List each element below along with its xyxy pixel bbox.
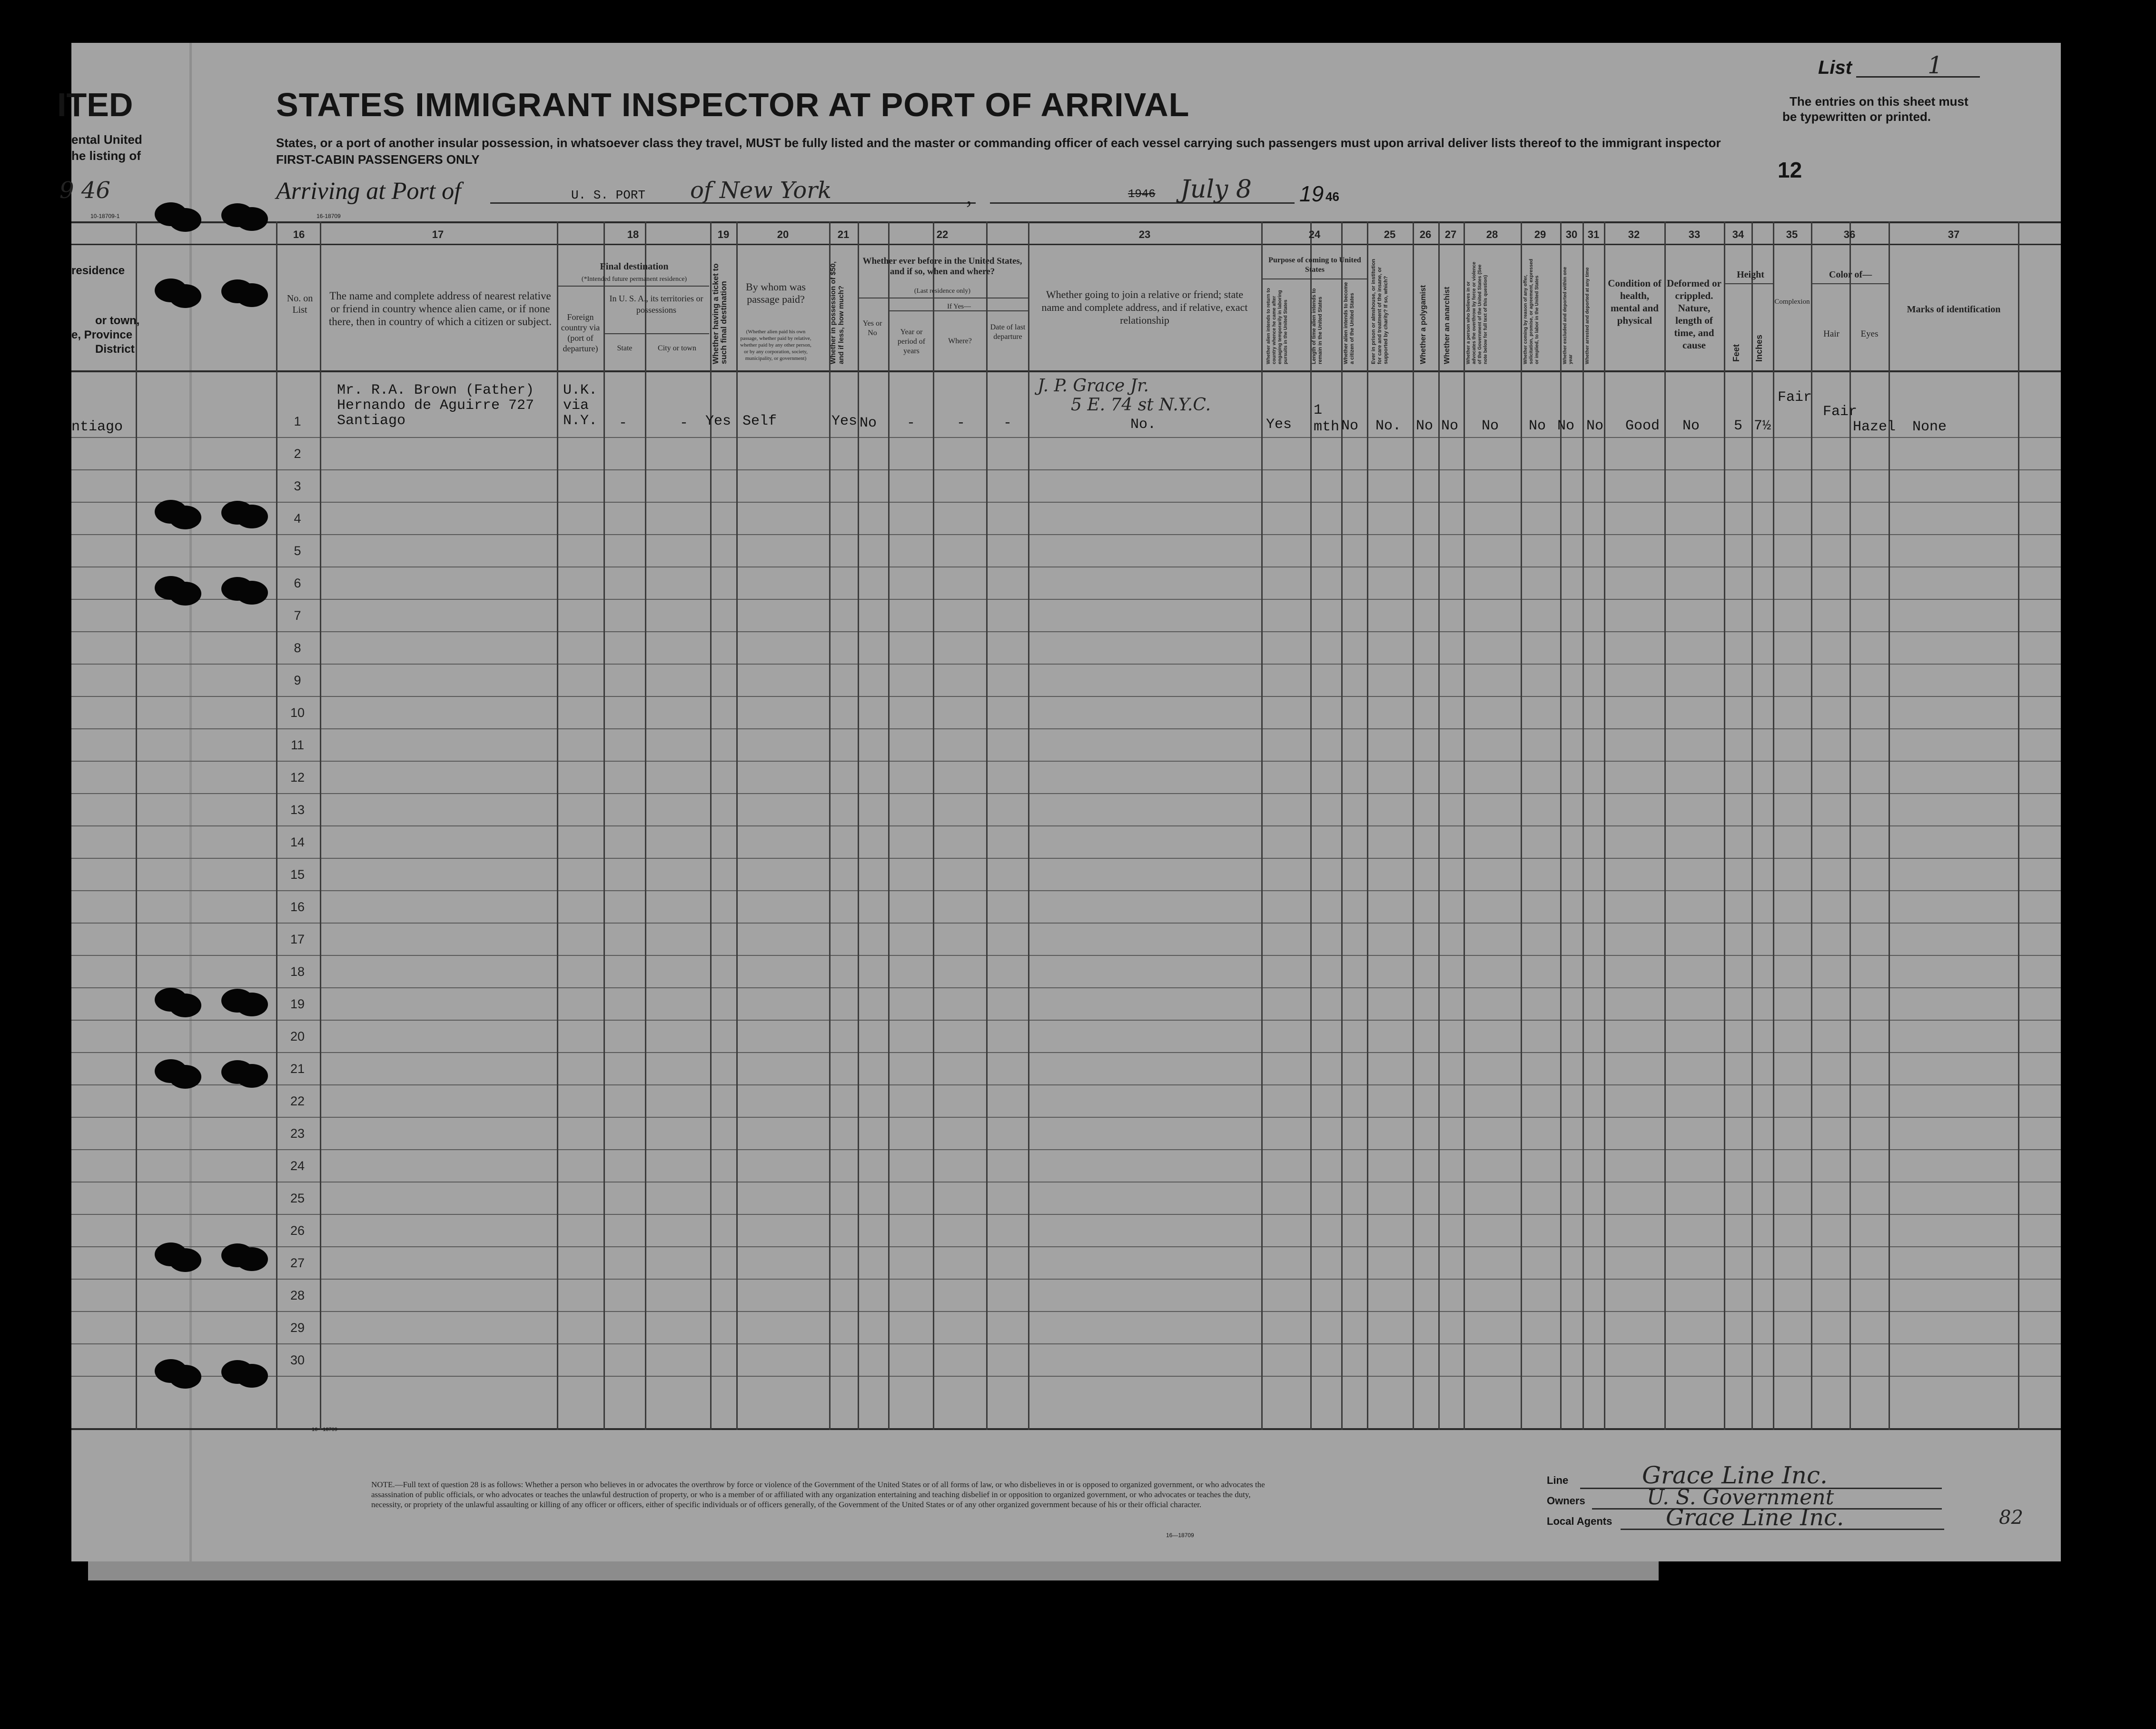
punch-hole (236, 505, 268, 528)
column-number: 30 (1565, 229, 1578, 240)
header-c29: Whether coming by reason of any offer, solicitation, promise, or agreement, expressed or implied, to labor in the United States (1523, 258, 1540, 364)
row-rule (71, 890, 2061, 891)
citizen-value: No (1341, 418, 1359, 434)
instructions-line-2: be typewritten or printed. (1782, 109, 1931, 124)
header-c36-hair: Hair (1823, 329, 1840, 339)
header-c28: Whether a person who believes in or advocates the overthrow by force or violence of the Government of the United States (See note below for full text of this question) (1466, 261, 1488, 364)
money-value: Yes (831, 413, 858, 429)
row-number: 7 (294, 608, 301, 623)
town-label-1: or town, (95, 314, 140, 327)
punch-hole (169, 1248, 201, 1272)
header-c37: Marks of identification (1907, 304, 2001, 315)
header-c36-title: Color of— (1829, 269, 1872, 280)
title-fragment-left: ITED (57, 86, 133, 123)
row-number: 16 (290, 900, 305, 914)
column-number: 20 (777, 229, 789, 240)
header-c18-city: City or town (658, 344, 696, 352)
column-divider (736, 221, 738, 1430)
left-year-fragment: 9 46 (59, 177, 110, 204)
column-number: 27 (1444, 229, 1457, 240)
row-rule (71, 631, 2061, 632)
header-c33: Deformed or crippled. Nature, length of time, and cause (1667, 278, 1721, 351)
column-divider (1438, 221, 1440, 1430)
column-divider (1261, 221, 1263, 1430)
column-divider (645, 221, 646, 1430)
column-divider (1341, 221, 1343, 1430)
header-c24-a: Whether alien intends to return to country whence he came after engaging temporarily in laboring pursuits in the United States (1266, 288, 1288, 364)
row-rule (71, 599, 2061, 600)
year-prefix: 19 (1299, 181, 1324, 206)
row-rule (71, 728, 2061, 729)
footnote: NOTE.—Full text of question 28 is as follows: Whether a person who believes in or advocates the overthrow by force or violence of the Government of the United States or of all forms of law, or who disbelieves in or is opposed to organized government, or who advocates the assassination of public officials, or who advocates or teaches the unlawful destruction of property, or who is a member of or affiliated with any organization entertaining and teaching disbelief in or opposition to organized government, or who advocates or teaches the duty, necessity, or propriety of the unlawful assaulting or killing of any officer or officers, either of specific individuals or of officers generally, of the Government of the United States or of any other organized government because of his or their official character. (371, 1480, 1265, 1509)
column-number: 29 (1534, 229, 1546, 240)
row-rule (71, 1149, 2061, 1150)
complexion-value: Fair (1778, 389, 1812, 406)
column-number: 37 (1948, 229, 1960, 240)
arrested-value: No (1586, 418, 1604, 434)
town-label-3: District (95, 343, 135, 356)
health-value: Good (1625, 418, 1660, 434)
port-typed: U. S. PORT (571, 188, 646, 202)
row-number: 10 (290, 706, 305, 720)
column-divider (1604, 221, 1605, 1430)
column-number: 23 (1138, 229, 1151, 240)
punch-hole (169, 994, 201, 1017)
residence-label: residence (71, 264, 125, 277)
joining-handwritten-2: 5 E. 74 st N.Y.C. (1071, 395, 1211, 415)
agents-value: Grace Line Inc. (1666, 1504, 1844, 1531)
punch-hole (236, 207, 268, 231)
left-row1-residence: ntiago (71, 419, 123, 435)
relative-line-1: Mr. R.A. Brown (Father) (337, 382, 534, 398)
column-number: 31 (1587, 229, 1600, 240)
year-suffix: 46 (1325, 189, 1339, 204)
length-number: 1 (1314, 402, 1323, 418)
left-margin-line-1: ental United (71, 132, 142, 147)
header-c31: Whether arrested and deported at any time (1585, 267, 1590, 364)
ticket-value: Yes (705, 413, 732, 429)
row-rule (71, 923, 2061, 924)
row-number: 5 (294, 544, 301, 558)
row-rule (71, 1052, 2061, 1053)
list-label: List (1818, 57, 1852, 78)
header-c20-sub: (Whether alien paid his own passage, whether paid by relative, whether paid by any other person, or by any corporation, society, municipality, or government) (740, 329, 811, 361)
where-value: - (957, 415, 966, 431)
header-c34-inches: Inches (1754, 334, 1764, 362)
column-number: 36 (1843, 229, 1856, 240)
punch-hole (236, 581, 268, 605)
inches-value: 7½ (1754, 418, 1771, 434)
column-divider (136, 221, 137, 1430)
column-divider (2018, 221, 2019, 1430)
joining-handwritten-1: J. P. Grace Jr. (1038, 376, 1149, 396)
header-c34-feet: Feet (1731, 344, 1741, 362)
row-rule (71, 437, 2061, 438)
row-number: 29 (290, 1321, 305, 1335)
header-c35: Complexion (1774, 298, 1810, 306)
punch-hole (169, 582, 201, 606)
column-divider (1664, 221, 1666, 1430)
labor-offer-value: No (1529, 418, 1546, 434)
row-number: 1 (294, 414, 301, 428)
row-number: 19 (290, 997, 305, 1011)
punch-hole (169, 1365, 201, 1389)
column-divider (1367, 221, 1368, 1430)
column-number: 21 (837, 229, 850, 240)
column-number: 33 (1688, 229, 1701, 240)
row-rule (71, 534, 2061, 535)
hair-value: Fair (1823, 404, 1858, 420)
instructions-line-1: The entries on this sheet must (1790, 94, 1968, 109)
row-number: 22 (290, 1094, 305, 1108)
row-rule (71, 1214, 2061, 1215)
column-number: 26 (1419, 229, 1432, 240)
column-divider (1521, 221, 1522, 1430)
subtitle-line-2: FIRST-CABIN PASSENGERS ONLY (276, 152, 480, 167)
sheet-number: 12 (1778, 158, 1802, 182)
deformed-value: No (1682, 418, 1700, 434)
joining-typed: No. (1130, 417, 1157, 433)
header-c24-c: Whether alien intends to become a citizen of the United States (1343, 282, 1355, 364)
header-c32: Condition of health, mental and physical (1608, 278, 1662, 326)
date-handwritten: July 8 (1180, 175, 1252, 204)
column-number: 35 (1786, 229, 1798, 240)
header-bottom-rule (71, 370, 2061, 372)
row-number: 2 (294, 447, 301, 461)
left-margin-line-2: he listing of (71, 149, 141, 163)
column-divider (1724, 221, 1725, 1430)
row-number: 23 (290, 1126, 305, 1141)
column-divider (1560, 221, 1562, 1430)
row-number: 24 (290, 1159, 305, 1173)
arriving-label: Arriving at Port of (276, 178, 461, 205)
feet-value: 5 (1734, 418, 1743, 434)
row-number: 17 (290, 932, 305, 946)
row-rule (71, 566, 2061, 567)
row-number: 20 (290, 1029, 305, 1043)
column-divider (1751, 221, 1753, 1430)
foreign-line-1: U.K. (563, 382, 598, 398)
row-number: 25 (290, 1191, 305, 1205)
row-rule (71, 825, 2061, 826)
subtitle-line-1: States, or a port of another insular possession, in whatsoever class they travel, MUST be fully listed and the master or commanding officer of each vessel carrying such passengers must upon arrival deliver lists thereof to the immigrant inspector (276, 136, 1721, 150)
column-divider (710, 221, 712, 1430)
polygamist-value: No (1416, 418, 1434, 434)
row-number: 11 (290, 738, 305, 752)
page-title: STATES IMMIGRANT INSPECTOR AT PORT OF ARRIVAL (276, 86, 1190, 123)
column-divider (276, 221, 277, 1430)
punch-hole (169, 506, 201, 529)
prison-value: No. (1375, 418, 1402, 434)
header-c25: Ever in prison or almshouse, or institution for care and treatment of the insane, or supported by charity? If so, which? (1371, 258, 1389, 364)
header-c18-foreign: Foreign country via (port of departure) (561, 312, 600, 353)
column-divider (1413, 221, 1414, 1430)
row-rule (71, 1311, 2061, 1312)
paid-by-value: Self (742, 413, 777, 429)
header-c24-title: Purpose of coming to United States (1268, 256, 1361, 274)
column-divider (986, 221, 988, 1430)
relative-line-2: Hernando de Aguirre 727 (337, 397, 534, 414)
row-rule (71, 1376, 2061, 1377)
header-c34-title: Height (1737, 269, 1764, 280)
list-number: 1 (1928, 51, 1943, 79)
c18-usa-rule (603, 333, 709, 334)
column-number: 18 (627, 229, 639, 240)
column-number: 19 (717, 229, 730, 240)
column-number: 17 (432, 229, 444, 240)
comma: , (966, 184, 972, 209)
punch-hole (169, 1065, 201, 1089)
date-last-value: - (1003, 415, 1012, 431)
row-number: 15 (290, 867, 305, 882)
header-c22-title: Whether ever before in the United States, and if so, when and where? (862, 256, 1022, 277)
column-divider (603, 221, 605, 1430)
c18-sub-rule (557, 286, 709, 287)
town-label-2: e, Province (71, 328, 133, 341)
column-number: 28 (1486, 229, 1498, 240)
marks-value: None (1912, 419, 1947, 435)
punch-hole (236, 1064, 268, 1088)
c36-sub-rule (1811, 283, 1889, 284)
header-c22-yesno: Yes or No (862, 319, 882, 337)
column-divider (933, 221, 934, 1430)
column-divider (888, 221, 890, 1430)
header-c19: Whether having a ticket to such final destination (711, 263, 728, 364)
form-code-left: 10-18709-1 (90, 213, 120, 219)
column-number: 32 (1628, 229, 1640, 240)
row-number: 18 (290, 964, 305, 979)
column-divider (1464, 221, 1465, 1430)
column-divider (557, 221, 558, 1430)
row-rule (71, 1279, 2061, 1280)
row-rule (71, 955, 2061, 956)
foreign-line-3: N.Y. (563, 413, 598, 429)
ever-before-value: No (860, 415, 877, 431)
row-number: 30 (290, 1353, 305, 1367)
row-rule (71, 1246, 2061, 1247)
overthrow-value: No (1482, 418, 1499, 434)
row-number: 26 (290, 1223, 305, 1238)
line-label: Line (1547, 1474, 1569, 1486)
column-divider (1310, 221, 1312, 1430)
return-value: Yes (1266, 417, 1292, 433)
header-c22-sub: (Last residence only) (914, 288, 971, 295)
header-c26: Whether a polygamist (1419, 285, 1427, 364)
eyes-value: Hazel (1853, 419, 1896, 435)
colnum-rule (71, 244, 2061, 245)
owners-value: U. S. Government (1647, 1485, 1834, 1510)
header-c36-eyes: Eyes (1860, 329, 1879, 339)
owners-label: Owners (1547, 1495, 1585, 1507)
form-code-small: 16-18709 (316, 213, 341, 219)
row-rule (71, 1084, 2061, 1085)
row-number: 3 (294, 479, 301, 493)
date-struck: 1946 (1128, 188, 1156, 201)
year-period-value: - (907, 415, 916, 431)
row-rule (71, 987, 2061, 988)
column-divider (320, 221, 321, 1430)
column-number: 22 (936, 229, 949, 240)
punch-hole (169, 208, 201, 232)
header-c18-title: Final destination (600, 261, 669, 272)
column-divider (1773, 221, 1774, 1430)
state-value: - (619, 415, 628, 431)
header-c17: The name and complete address of nearest relative or friend in country whence alien came, or if none there, then in country of which a citizen or subject. (328, 290, 552, 328)
excluded-value: No (1557, 418, 1575, 434)
punch-hole (236, 1364, 268, 1388)
column-divider (1889, 221, 1890, 1430)
punch-hole (236, 1247, 268, 1271)
row-rule (71, 502, 2061, 503)
header-c27: Whether an anarchist (1443, 287, 1451, 364)
row-rule (71, 793, 2061, 794)
anarchist-value: No (1441, 418, 1459, 434)
row-number: 8 (294, 641, 301, 655)
row-rule (71, 1343, 2061, 1344)
column-number: 34 (1732, 229, 1744, 240)
relative-line-3: Santiago (337, 413, 406, 429)
header-c16: No. on List (287, 293, 313, 315)
row-number: 4 (294, 511, 301, 526)
punch-hole (169, 284, 201, 308)
row-rule (71, 1020, 2061, 1021)
punch-hole (236, 283, 268, 307)
c34-sub-rule (1724, 283, 1773, 284)
row-rule (71, 696, 2061, 697)
header-c30: Whether excluded and deported within one year (1563, 267, 1573, 364)
row-rule (71, 1117, 2061, 1118)
row-number: 27 (290, 1256, 305, 1270)
row-number: 6 (294, 576, 301, 590)
row-bottom-code: 16—18709 (312, 1427, 337, 1432)
city-value: - (680, 415, 689, 431)
column-number: 16 (293, 229, 305, 240)
agents-label: Local Agents (1547, 1515, 1612, 1527)
row-rule (71, 761, 2061, 762)
header-c22-year: Year or period of years (897, 328, 926, 355)
foreign-line-2: via (563, 397, 589, 414)
row-number: 28 (290, 1288, 305, 1302)
punch-hole (236, 993, 268, 1016)
row-rule (71, 858, 2061, 859)
header-c18-state: State (617, 344, 633, 352)
column-divider (1849, 221, 1851, 1430)
row-number: 14 (290, 835, 305, 849)
column-number: 25 (1384, 229, 1396, 240)
header-c22-where: Where? (948, 337, 972, 345)
port-handwritten: of New York (690, 177, 832, 204)
header-c22-ifyes: If Yes— (947, 303, 971, 310)
column-divider (1028, 221, 1029, 1430)
column-divider (1582, 221, 1584, 1430)
row-number: 9 (294, 673, 301, 687)
column-divider (829, 221, 831, 1430)
header-c18-sub: (*Intended future permanent residence) (581, 276, 687, 283)
corner-mark: 82 (1999, 1507, 2023, 1529)
table-bottom-rule (71, 1428, 2061, 1430)
header-c23: Whether going to join a relative or friend; state name and complete address, and if relative, exact relationship (1041, 288, 1248, 326)
row-number: 21 (290, 1062, 305, 1076)
footnote-code: 16—18709 (1166, 1532, 1194, 1539)
header-c18-usa: In U. S. A., its territories or possessions (609, 294, 703, 315)
header-c21: Whether in possession of $50, and if less, how much? (829, 261, 845, 364)
header-c22-date: Date of last departure (990, 323, 1026, 341)
row-number: 12 (290, 770, 305, 785)
length-unit: mth (1314, 419, 1340, 435)
header-c24-b: Length of time alien intends to remain in the United States (1311, 288, 1323, 364)
row-rule (71, 664, 2061, 665)
row-rule (71, 469, 2061, 470)
row-number: 13 (290, 803, 305, 817)
column-number: 24 (1308, 229, 1321, 240)
column-divider (858, 221, 859, 1430)
line-value: Grace Line Inc. (1642, 1461, 1828, 1489)
header-c20-title: By whom was passage paid? (746, 281, 806, 305)
table-top-rule (71, 221, 2061, 223)
